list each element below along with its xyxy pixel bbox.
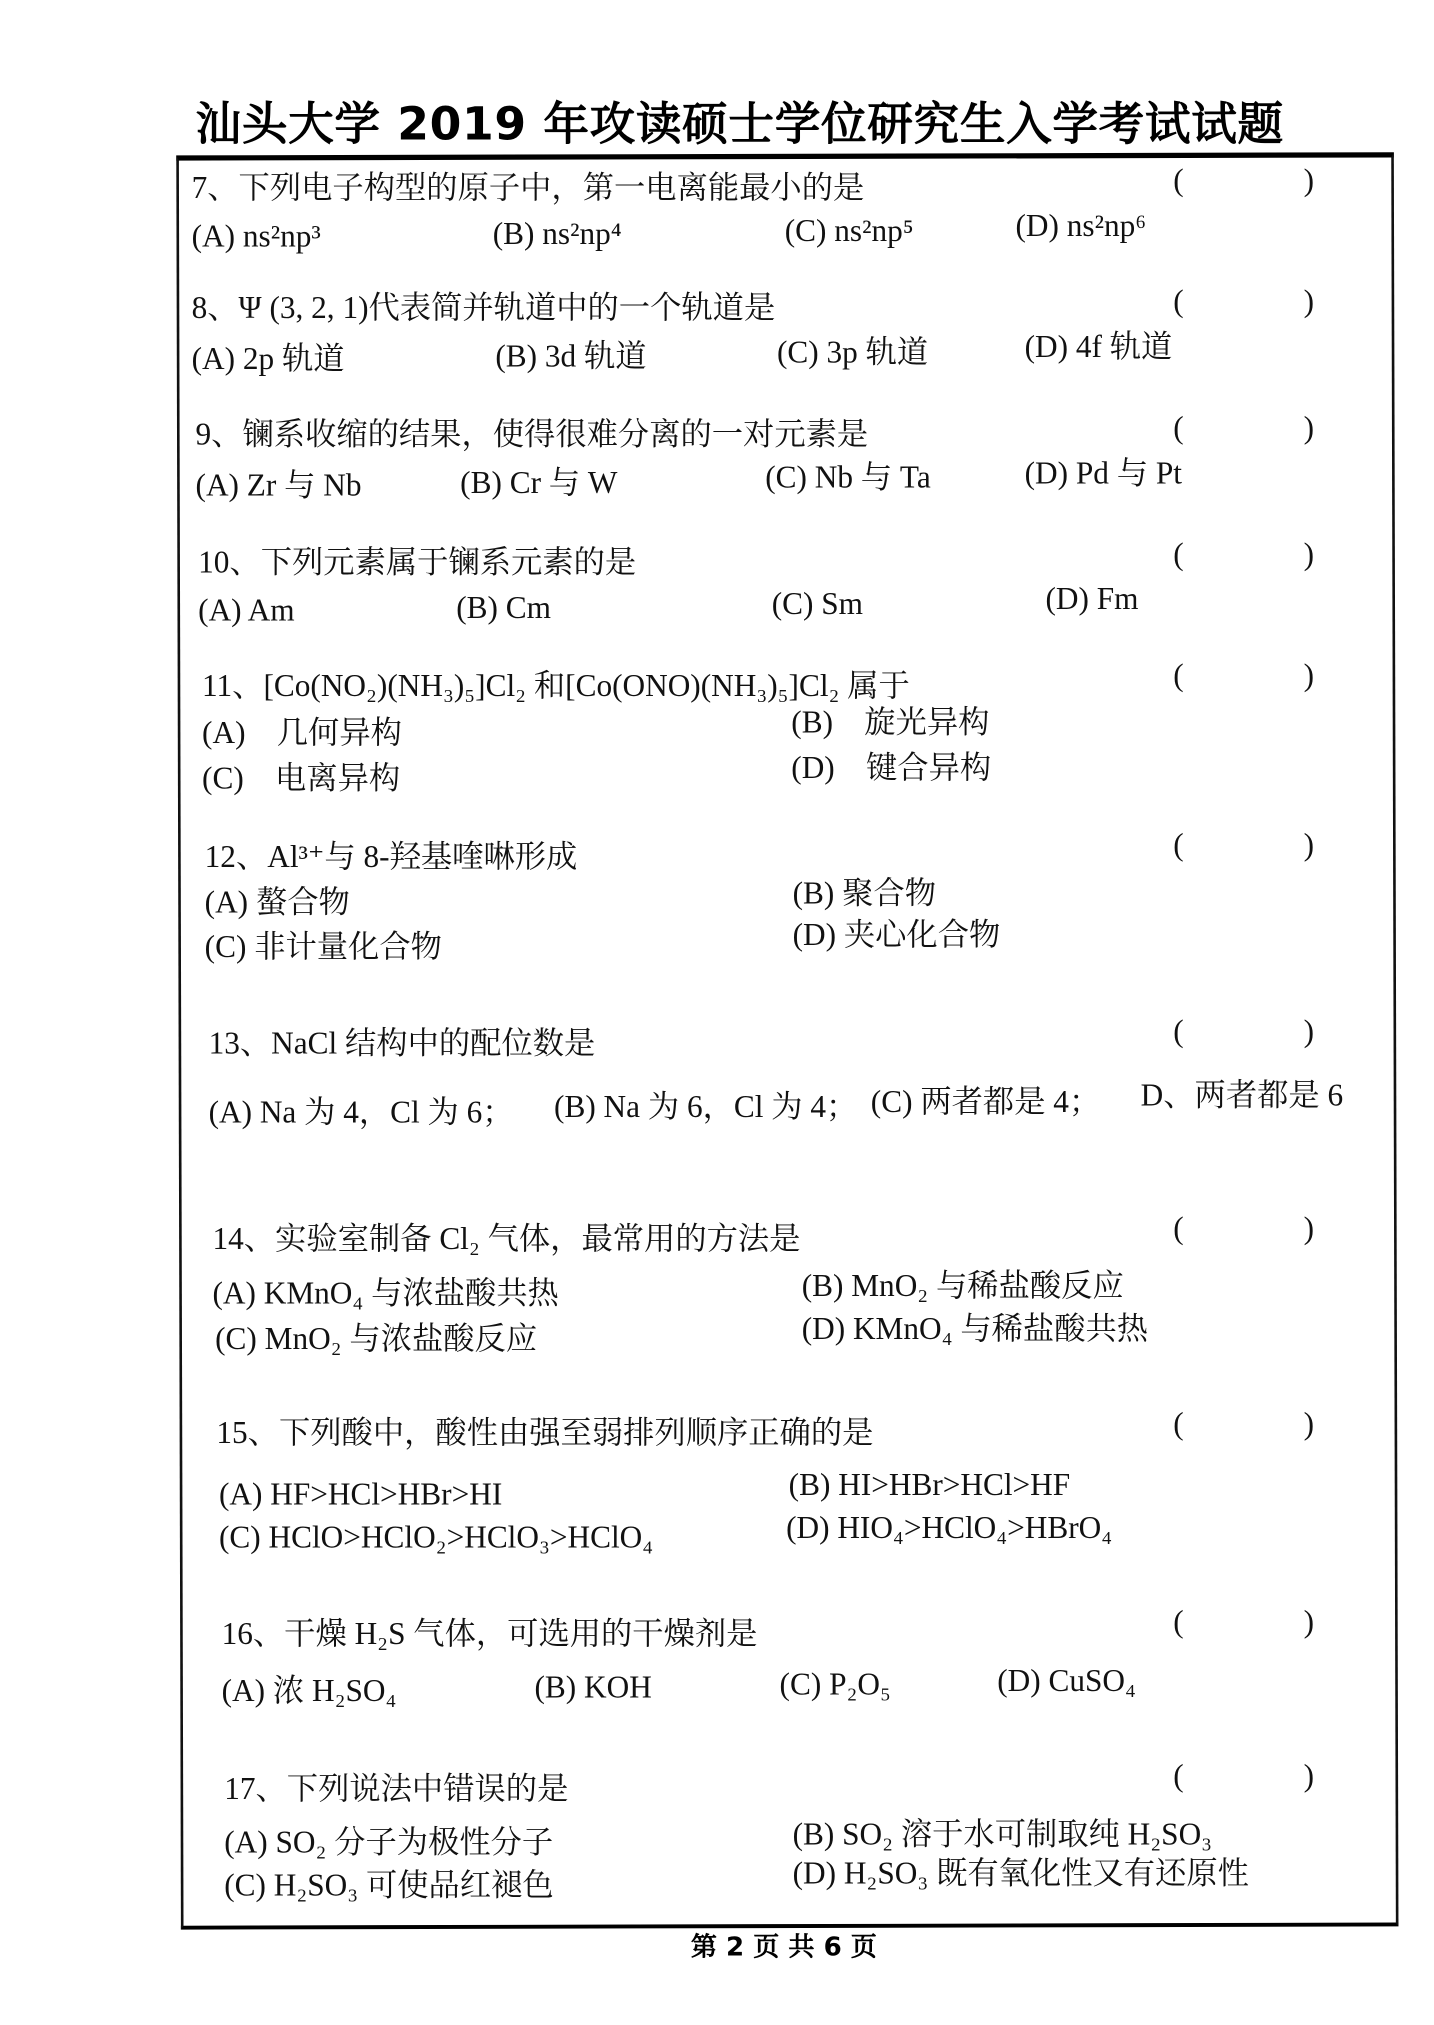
answer-option: (A) KMnO₄ 与浓盐酸共热 (212, 1277, 559, 1312)
answer-option: (B) Cr 与 W (460, 466, 618, 501)
answer-option: (A) Na 为 4，Cl 为 6； (208, 1096, 514, 1131)
answer-paren-open[interactable]: ( (1173, 659, 1184, 694)
answer-paren-close[interactable]: ) (1303, 285, 1315, 320)
answer-option: (B) Cm (456, 591, 551, 626)
question-stem: 15、下列酸中，酸性由强至弱排列顺序正确的是 (216, 1417, 874, 1451)
answer-option: (B) MnO₂ 与稀盐酸反应 (801, 1269, 1124, 1304)
answer-paren-close[interactable]: ) (1303, 1606, 1315, 1640)
answer-option: (A) ns²np³ (191, 220, 321, 255)
question-stem: 17、下列说法中错误的是 (224, 1772, 569, 1807)
question-stem: 11、[Co(NO₂)(NH₃)₅]Cl₂ 和[Co(ONO)(NH₃)₅]Cl₂ 属于 (202, 670, 910, 704)
answer-paren-open[interactable]: ( (1173, 1606, 1184, 1640)
answer-paren-open[interactable]: ( (1173, 538, 1184, 573)
answer-option: (A) 浓 H₂SO₄ (221, 1675, 397, 1710)
answer-paren-close[interactable]: ) (1303, 1015, 1315, 1050)
answer-option: (B) KOH (534, 1671, 652, 1706)
question-stem: 12、Al³⁺与 8-羟基喹啉形成 (204, 840, 578, 875)
answer-option: (D) Pd 与 Pt (1024, 457, 1182, 492)
answer-option: (C) Nb 与 Ta (765, 461, 931, 496)
answer-option: (C) Sm (771, 587, 864, 622)
page-number: 第 2 页 共 6 页 (690, 1930, 877, 1962)
answer-option: (A) 几何异构 (202, 716, 402, 751)
answer-option: (C) P₂O₅ (779, 1668, 891, 1703)
answer-option: (D) H₂SO₃ 既有氧化性又有还原性 (792, 1857, 1249, 1892)
answer-paren-close[interactable]: ) (1303, 538, 1315, 573)
answer-option: (A) Am (198, 594, 295, 629)
question-stem: 9、镧系收缩的结果，使得很难分离的一对元素是 (195, 418, 869, 453)
answer-option: (B) 旋光异构 (791, 706, 990, 741)
answer-option: (D) Fm (1045, 582, 1139, 617)
answer-option: (C) HClO>HClO₂>HClO₃>HClO₄ (219, 1521, 654, 1556)
answer-paren-open[interactable]: ( (1173, 285, 1184, 320)
answer-option: (B) ns²np⁴ (492, 217, 622, 252)
answer-paren-close[interactable]: ) (1303, 411, 1315, 446)
answer-paren-open[interactable]: ( (1173, 164, 1184, 199)
question-stem: 10、下列元素属于镧系元素的是 (198, 546, 637, 581)
answer-option: (D) ns²np⁶ (1015, 209, 1147, 244)
answer-option: (B) Na 为 6，Cl 为 4； (554, 1091, 858, 1126)
answer-paren-open[interactable]: ( (1173, 1015, 1184, 1050)
question-stem: 14、实验室制备 Cl₂ 气体，最常用的方法是 (212, 1222, 801, 1257)
answer-option: (B) 聚合物 (792, 877, 936, 912)
answer-option: (C) H₂SO₃ 可使品红褪色 (224, 1869, 554, 1904)
answer-paren-close[interactable]: ) (1303, 829, 1315, 863)
question-stem: 8、Ψ (3, 2, 1)代表简并轨道中的一个轨道是 (191, 292, 776, 326)
answer-option: (C) 两者都是 4； (870, 1085, 1101, 1120)
answer-option: (B) SO₂ 溶于水可制取纯 H₂SO₃ (792, 1818, 1213, 1853)
answer-option: (C) MnO₂ 与浓盐酸反应 (215, 1323, 538, 1358)
answer-option: (C) 电离异构 (202, 762, 401, 797)
answer-option: (D) 夹心化合物 (792, 919, 1001, 953)
answer-option: (A) 螯合物 (204, 886, 350, 921)
answer-paren-close[interactable]: ) (1303, 1212, 1315, 1247)
answer-option: (C) 非计量化合物 (204, 930, 442, 965)
answer-paren-close[interactable]: ) (1303, 164, 1315, 199)
answer-paren-open[interactable]: ( (1173, 411, 1184, 446)
answer-paren-open[interactable]: ( (1173, 1407, 1184, 1442)
answer-option: (A) 2p 轨道 (191, 342, 345, 377)
answer-option: (D) 键合异构 (791, 752, 992, 787)
answer-option: (A) Zr 与 Nb (195, 469, 362, 504)
answer-option: (D) 4f 轨道 (1024, 331, 1173, 366)
answer-paren-open[interactable]: ( (1173, 1212, 1184, 1247)
answer-paren-close[interactable]: ) (1303, 1407, 1315, 1442)
answer-option: (D) CuSO₄ (997, 1664, 1136, 1699)
question-stem: 13、NaCl 结构中的配位数是 (208, 1027, 596, 1062)
answer-option: (B) HI>HBr>HCl>HF (788, 1469, 1071, 1504)
answer-option: (D) KMnO₄ 与稀盐酸共热 (801, 1312, 1149, 1347)
answer-option: (B) 3d 轨道 (495, 340, 647, 375)
answer-paren-open[interactable]: ( (1173, 1759, 1184, 1794)
question-stem: 7、下列电子构型的原子中，第一电离能最小的是 (191, 172, 865, 206)
answer-option: (A) HF>HCl>HBr>HI (219, 1478, 503, 1513)
answer-option: D、两者都是 6 (1140, 1079, 1344, 1114)
answer-option: (C) ns²np⁵ (784, 215, 914, 249)
question-stem: 16、干燥 H₂S 气体，可选用的干燥剂是 (221, 1617, 758, 1652)
answer-option: (A) SO₂ 分子为极性分子 (224, 1826, 554, 1861)
answer-paren-open[interactable]: ( (1173, 829, 1184, 863)
answer-paren-close[interactable]: ) (1303, 659, 1315, 694)
answer-option: (C) 3p 轨道 (776, 336, 929, 371)
answer-paren-close[interactable]: ) (1303, 1759, 1315, 1794)
answer-option: (D) HIO₄>HClO₄>HBrO₄ (786, 1512, 1113, 1547)
page-title: 汕头大学 2019 年攻读硕士学位研究生入学考试试题 (195, 99, 1284, 152)
